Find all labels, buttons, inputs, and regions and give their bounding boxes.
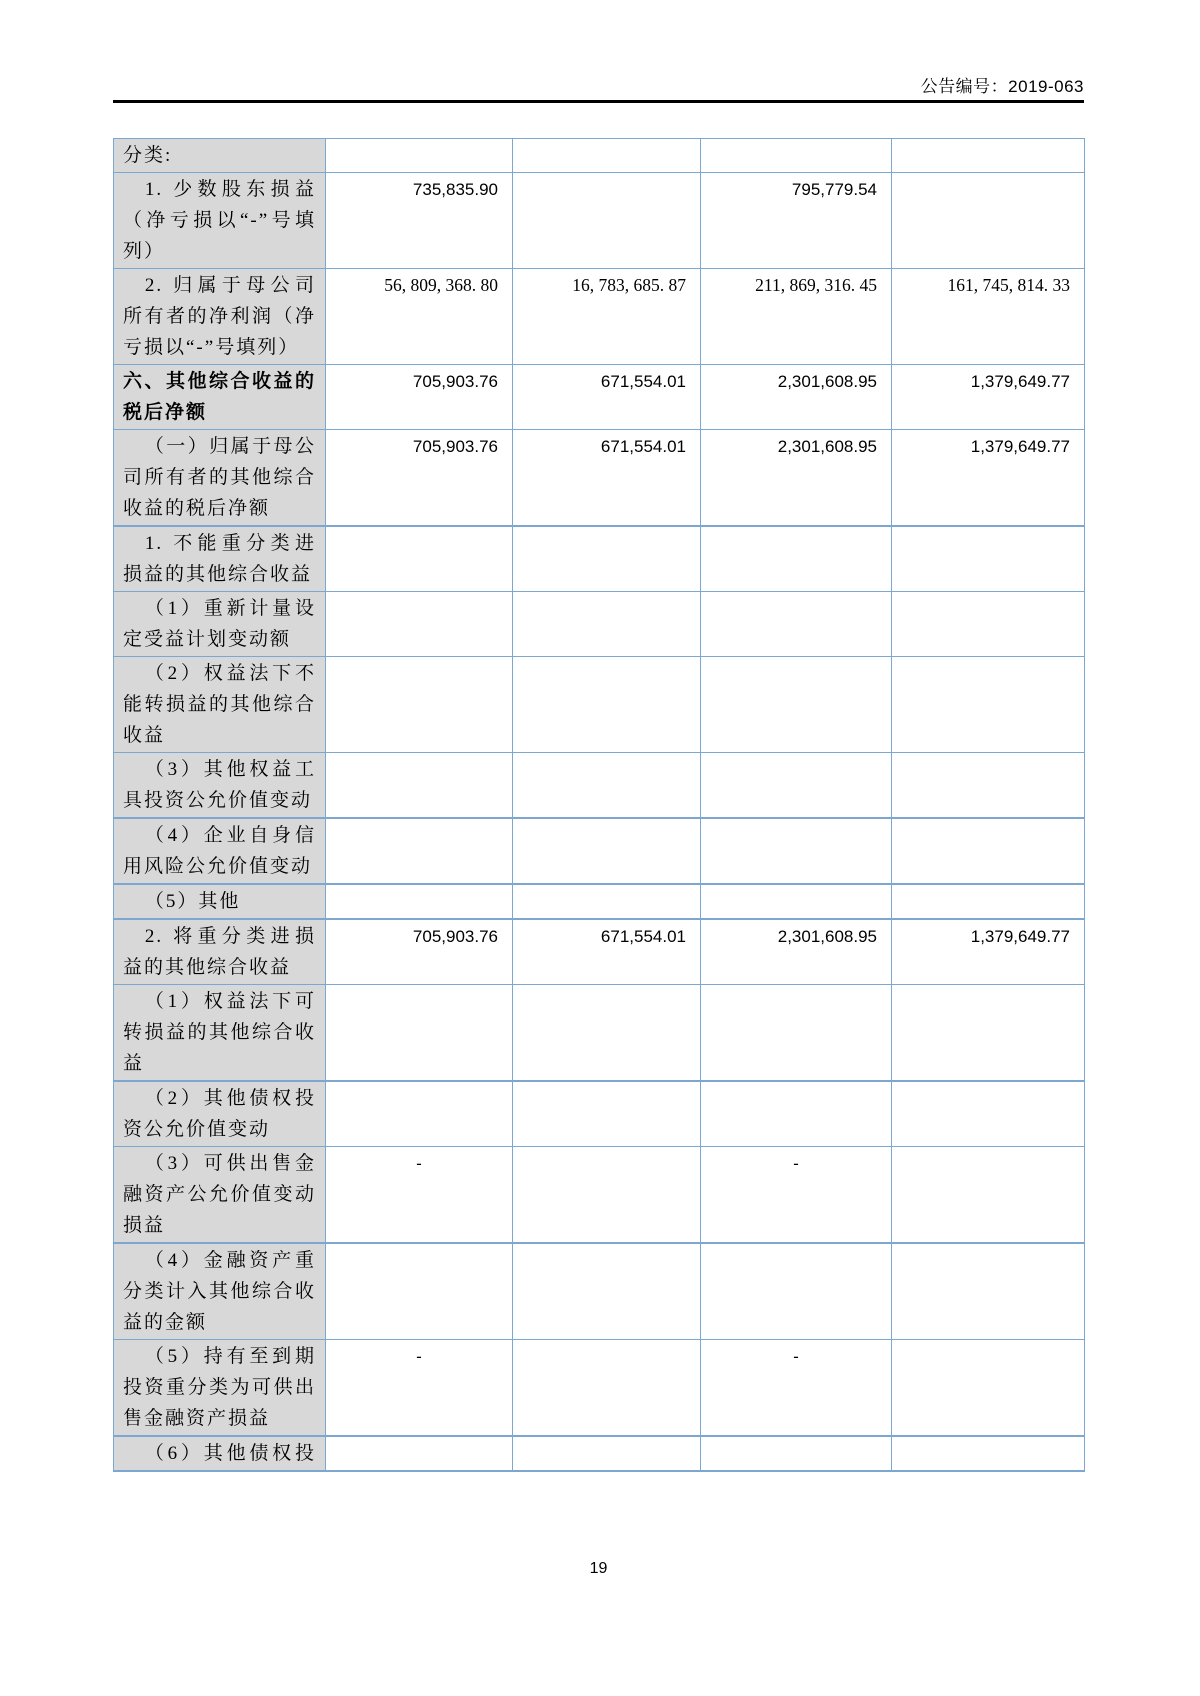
cell-value bbox=[326, 526, 513, 592]
cell-value: 211, 869, 316. 45 bbox=[701, 269, 892, 365]
cell-value: 1,379,649.77 bbox=[892, 919, 1085, 985]
cell-value bbox=[701, 1436, 892, 1471]
cell-value bbox=[701, 985, 892, 1082]
row-label: （4）金融资产重分类计入其他综合收益的金额 bbox=[114, 1243, 326, 1340]
cell-value bbox=[326, 1081, 513, 1147]
cell-value: 56, 809, 368. 80 bbox=[326, 269, 513, 365]
cell-value bbox=[326, 753, 513, 819]
row-label: （4）企业自身信用风险公允价值变动 bbox=[114, 818, 326, 884]
cell-value bbox=[892, 884, 1085, 919]
row-label: 1. 不能重分类进损益的其他综合收益 bbox=[114, 526, 326, 592]
cell-value bbox=[326, 1243, 513, 1340]
cell-value: 705,903.76 bbox=[326, 430, 513, 527]
header-rule bbox=[113, 100, 1084, 103]
cell-value bbox=[892, 139, 1085, 173]
table-row bbox=[114, 818, 1085, 884]
row-label: 1. 少数股东损益（净亏损以“-”号填列） bbox=[114, 173, 326, 269]
row-label: 2. 归属于母公司所有者的净利润（净亏损以“-”号填列） bbox=[114, 269, 326, 365]
row-label: （2）其他债权投资公允价值变动 bbox=[114, 1081, 326, 1147]
cell-value bbox=[513, 1436, 701, 1471]
cell-value: 2,301,608.95 bbox=[701, 919, 892, 985]
cell-value bbox=[701, 884, 892, 919]
cell-value bbox=[513, 1081, 701, 1147]
cell-value: 2,301,608.95 bbox=[701, 430, 892, 527]
cell-value bbox=[701, 753, 892, 819]
page-number: 19 bbox=[589, 1560, 608, 1577]
table-row bbox=[114, 269, 1085, 365]
cell-value bbox=[701, 818, 892, 884]
table-row bbox=[114, 1081, 1085, 1147]
table-row bbox=[114, 1147, 1085, 1244]
cell-value bbox=[513, 753, 701, 819]
row-label: （3）可供出售金融资产公允价值变动损益 bbox=[114, 1147, 326, 1244]
table-row bbox=[114, 526, 1085, 592]
cell-value bbox=[513, 657, 701, 753]
cell-value bbox=[701, 139, 892, 173]
cell-value bbox=[513, 139, 701, 173]
cell-value bbox=[701, 1243, 892, 1340]
cell-value: 795,779.54 bbox=[701, 173, 892, 269]
table-row bbox=[114, 1243, 1085, 1340]
table-row bbox=[114, 1436, 1085, 1471]
cell-value: 2,301,608.95 bbox=[701, 365, 892, 430]
cell-value: 735,835.90 bbox=[326, 173, 513, 269]
cell-value bbox=[513, 173, 701, 269]
financial-table bbox=[113, 138, 1085, 1472]
row-label: （1）重新计量设定受益计划变动额 bbox=[114, 592, 326, 657]
notice-number: 公告编号：2019-063 bbox=[920, 77, 1084, 96]
cell-value: 1,379,649.77 bbox=[892, 365, 1085, 430]
cell-value bbox=[701, 1081, 892, 1147]
row-label: 六、其他综合收益的税后净额 bbox=[114, 365, 326, 430]
table-row bbox=[114, 1340, 1085, 1437]
cell-value: - bbox=[326, 1340, 513, 1437]
row-label: 分类: bbox=[114, 139, 326, 173]
table-row bbox=[114, 592, 1085, 657]
cell-value bbox=[892, 657, 1085, 753]
row-label: （6）其他债权投 bbox=[114, 1436, 326, 1471]
cell-value: 705,903.76 bbox=[326, 365, 513, 430]
table-row bbox=[114, 884, 1085, 919]
cell-value bbox=[326, 985, 513, 1082]
table-row bbox=[114, 365, 1085, 430]
row-label: 2. 将重分类进损益的其他综合收益 bbox=[114, 919, 326, 985]
cell-value bbox=[326, 657, 513, 753]
row-label: （5）其他 bbox=[114, 884, 326, 919]
cell-value bbox=[326, 1436, 513, 1471]
cell-value bbox=[513, 985, 701, 1082]
cell-value bbox=[513, 1243, 701, 1340]
cell-value bbox=[892, 1147, 1085, 1244]
cell-value bbox=[513, 1340, 701, 1437]
cell-value bbox=[892, 1340, 1085, 1437]
table-row bbox=[114, 173, 1085, 269]
cell-value bbox=[326, 884, 513, 919]
cell-value bbox=[892, 985, 1085, 1082]
table-body bbox=[114, 139, 1085, 1472]
cell-value bbox=[892, 1243, 1085, 1340]
cell-value: - bbox=[326, 1147, 513, 1244]
cell-value bbox=[513, 1147, 701, 1244]
table-row bbox=[114, 985, 1085, 1082]
cell-value: 161, 745, 814. 33 bbox=[892, 269, 1085, 365]
row-label: （1）权益法下可转损益的其他综合收益 bbox=[114, 985, 326, 1082]
cell-value bbox=[701, 592, 892, 657]
cell-value: 671,554.01 bbox=[513, 365, 701, 430]
cell-value bbox=[892, 1436, 1085, 1471]
cell-value bbox=[513, 526, 701, 592]
cell-value: 671,554.01 bbox=[513, 919, 701, 985]
cell-value: - bbox=[701, 1340, 892, 1437]
cell-value bbox=[892, 1081, 1085, 1147]
table-row bbox=[114, 430, 1085, 527]
cell-value bbox=[892, 173, 1085, 269]
cell-value: 1,379,649.77 bbox=[892, 430, 1085, 527]
table-row bbox=[114, 139, 1085, 173]
cell-value bbox=[326, 818, 513, 884]
cell-value: - bbox=[701, 1147, 892, 1244]
cell-value bbox=[892, 753, 1085, 819]
cell-value bbox=[513, 818, 701, 884]
cell-value bbox=[701, 526, 892, 592]
row-label: （一）归属于母公司所有者的其他综合收益的税后净额 bbox=[114, 430, 326, 527]
row-label: （2）权益法下不能转损益的其他综合收益 bbox=[114, 657, 326, 753]
cell-value: 705,903.76 bbox=[326, 919, 513, 985]
cell-value bbox=[326, 592, 513, 657]
cell-value bbox=[892, 592, 1085, 657]
cell-value bbox=[513, 884, 701, 919]
cell-value bbox=[701, 657, 892, 753]
row-label: （3）其他权益工具投资公允价值变动 bbox=[114, 753, 326, 819]
cell-value bbox=[326, 139, 513, 173]
cell-value bbox=[513, 592, 701, 657]
cell-value bbox=[892, 818, 1085, 884]
table-row bbox=[114, 657, 1085, 753]
cell-value: 671,554.01 bbox=[513, 430, 701, 527]
table-row bbox=[114, 753, 1085, 819]
cell-value: 16, 783, 685. 87 bbox=[513, 269, 701, 365]
table-row bbox=[114, 919, 1085, 985]
row-label: （5）持有至到期投资重分类为可供出售金融资产损益 bbox=[114, 1340, 326, 1437]
cell-value bbox=[892, 526, 1085, 592]
